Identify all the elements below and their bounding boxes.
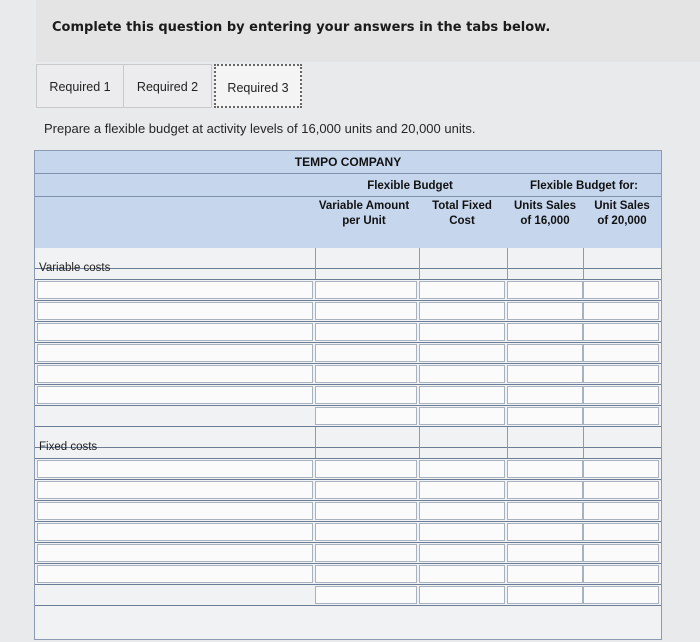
header-flexible-budget: Flexible Budget xyxy=(367,180,453,192)
amount-input[interactable] xyxy=(315,586,417,604)
amount-input[interactable] xyxy=(507,481,583,499)
amount-input[interactable] xyxy=(419,565,505,583)
amount-input[interactable] xyxy=(419,586,505,604)
flexible-budget-table xyxy=(34,150,662,640)
amount-input[interactable] xyxy=(419,323,505,341)
cost-label-input[interactable] xyxy=(37,365,313,383)
amount-input[interactable] xyxy=(583,344,659,362)
amount-input[interactable] xyxy=(507,565,583,583)
header-units-16000 xyxy=(507,199,583,229)
amount-input[interactable] xyxy=(507,502,583,520)
cost-label-input[interactable] xyxy=(37,386,313,404)
table-row xyxy=(35,564,661,585)
amount-input[interactable] xyxy=(583,460,659,478)
amount-input[interactable] xyxy=(507,586,583,604)
amount-input[interactable] xyxy=(315,407,417,425)
header-variable-amount xyxy=(313,199,415,229)
amount-input[interactable] xyxy=(315,365,417,383)
amount-input[interactable] xyxy=(507,544,583,562)
table-row xyxy=(35,501,661,522)
amount-input[interactable] xyxy=(507,302,583,320)
column-divider xyxy=(583,438,584,458)
amount-input[interactable] xyxy=(507,344,583,362)
amount-input[interactable] xyxy=(507,281,583,299)
amount-input[interactable] xyxy=(583,386,659,404)
instructions-banner xyxy=(36,0,700,62)
cost-label-input[interactable] xyxy=(37,502,313,520)
tab-required-2[interactable]: Required 2 xyxy=(124,64,212,108)
amount-input[interactable] xyxy=(583,407,659,425)
amount-input[interactable] xyxy=(583,323,659,341)
amount-input[interactable] xyxy=(315,281,417,299)
amount-input[interactable] xyxy=(315,523,417,541)
amount-input[interactable] xyxy=(507,386,583,404)
amount-input[interactable] xyxy=(583,565,659,583)
amount-input[interactable] xyxy=(315,502,417,520)
amount-input[interactable] xyxy=(419,460,505,478)
section-row-variable-costs xyxy=(35,259,661,280)
cost-label-input[interactable] xyxy=(37,344,313,362)
amount-input[interactable] xyxy=(583,281,659,299)
amount-input[interactable] xyxy=(507,365,583,383)
amount-input[interactable] xyxy=(419,302,505,320)
cost-label-input[interactable] xyxy=(37,302,313,320)
tab-required-3[interactable]: Required 3 xyxy=(214,64,302,108)
amount-input[interactable] xyxy=(583,544,659,562)
total-row xyxy=(35,406,661,427)
section-label: Fixed costs xyxy=(39,441,98,453)
table-row xyxy=(35,385,661,406)
cost-label-input[interactable] xyxy=(37,523,313,541)
company-name: TEMPO COMPANY xyxy=(294,155,402,169)
column-divider xyxy=(315,438,316,458)
table-row xyxy=(35,522,661,543)
amount-input[interactable] xyxy=(583,502,659,520)
table-row xyxy=(35,280,661,301)
amount-input[interactable] xyxy=(419,344,505,362)
section-row-fixed-costs xyxy=(35,438,661,459)
header-units-20000 xyxy=(583,199,661,229)
amount-input[interactable] xyxy=(419,502,505,520)
header-units16-line2: of 16,000 xyxy=(520,215,570,227)
amount-input[interactable] xyxy=(583,523,659,541)
question-instruction: Prepare a flexible budget at activity levels of 16,000 units and 20,000 units. xyxy=(44,121,476,136)
header-divider xyxy=(35,196,661,197)
amount-input[interactable] xyxy=(315,386,417,404)
cost-label-input[interactable] xyxy=(37,281,313,299)
tab-required-1[interactable]: Required 1 xyxy=(36,64,124,108)
header-total-fixed-line2: Cost xyxy=(449,215,475,227)
amount-input[interactable] xyxy=(315,544,417,562)
amount-input[interactable] xyxy=(507,523,583,541)
header-divider xyxy=(35,173,661,174)
column-divider xyxy=(315,259,316,279)
amount-input[interactable] xyxy=(315,481,417,499)
cost-label-input[interactable] xyxy=(37,544,313,562)
amount-input[interactable] xyxy=(315,565,417,583)
table-row xyxy=(35,459,661,480)
table-row xyxy=(35,301,661,322)
total-row xyxy=(35,585,661,606)
amount-input[interactable] xyxy=(419,386,505,404)
header-variable-amount-line2: per Unit xyxy=(342,215,386,227)
amount-input[interactable] xyxy=(583,481,659,499)
column-divider xyxy=(583,259,584,279)
cost-label-input[interactable] xyxy=(37,460,313,478)
banner-text: Complete this question by entering your answers in the tabs below. xyxy=(52,20,551,35)
amount-input[interactable] xyxy=(419,544,505,562)
header-variable-amount-line1: Variable Amount xyxy=(318,200,410,212)
header-units20-line1: Unit Sales xyxy=(594,200,650,212)
amount-input[interactable] xyxy=(419,481,505,499)
column-divider xyxy=(419,259,420,279)
table-row xyxy=(35,322,661,343)
table-row xyxy=(35,543,661,564)
section-label: Variable costs xyxy=(39,262,111,274)
column-divider xyxy=(507,438,508,458)
amount-input[interactable] xyxy=(583,586,659,604)
header-total-fixed-cost xyxy=(419,199,505,229)
header-total-fixed-line1: Total Fixed xyxy=(432,200,492,212)
header-flexible-budget-for: Flexible Budget for: xyxy=(530,180,638,192)
amount-input[interactable] xyxy=(315,344,417,362)
cost-label-input[interactable] xyxy=(37,323,313,341)
amount-input[interactable] xyxy=(315,302,417,320)
amount-input[interactable] xyxy=(507,407,583,425)
column-divider xyxy=(507,259,508,279)
amount-input[interactable] xyxy=(315,460,417,478)
header-units20-line2: of 20,000 xyxy=(597,215,647,227)
cost-label-input[interactable] xyxy=(37,481,313,499)
table-row xyxy=(35,343,661,364)
header-units16-line1: Units Sales xyxy=(514,200,576,212)
amount-input[interactable] xyxy=(419,281,505,299)
amount-input[interactable] xyxy=(419,523,505,541)
column-divider xyxy=(419,438,420,458)
amount-input[interactable] xyxy=(419,365,505,383)
amount-input[interactable] xyxy=(315,323,417,341)
table-row xyxy=(35,480,661,501)
amount-input[interactable] xyxy=(507,460,583,478)
amount-input[interactable] xyxy=(583,365,659,383)
cost-label-input[interactable] xyxy=(37,565,313,583)
amount-input[interactable] xyxy=(419,407,505,425)
amount-input[interactable] xyxy=(507,323,583,341)
table-header xyxy=(35,151,661,248)
amount-input[interactable] xyxy=(583,302,659,320)
table-row xyxy=(35,364,661,385)
